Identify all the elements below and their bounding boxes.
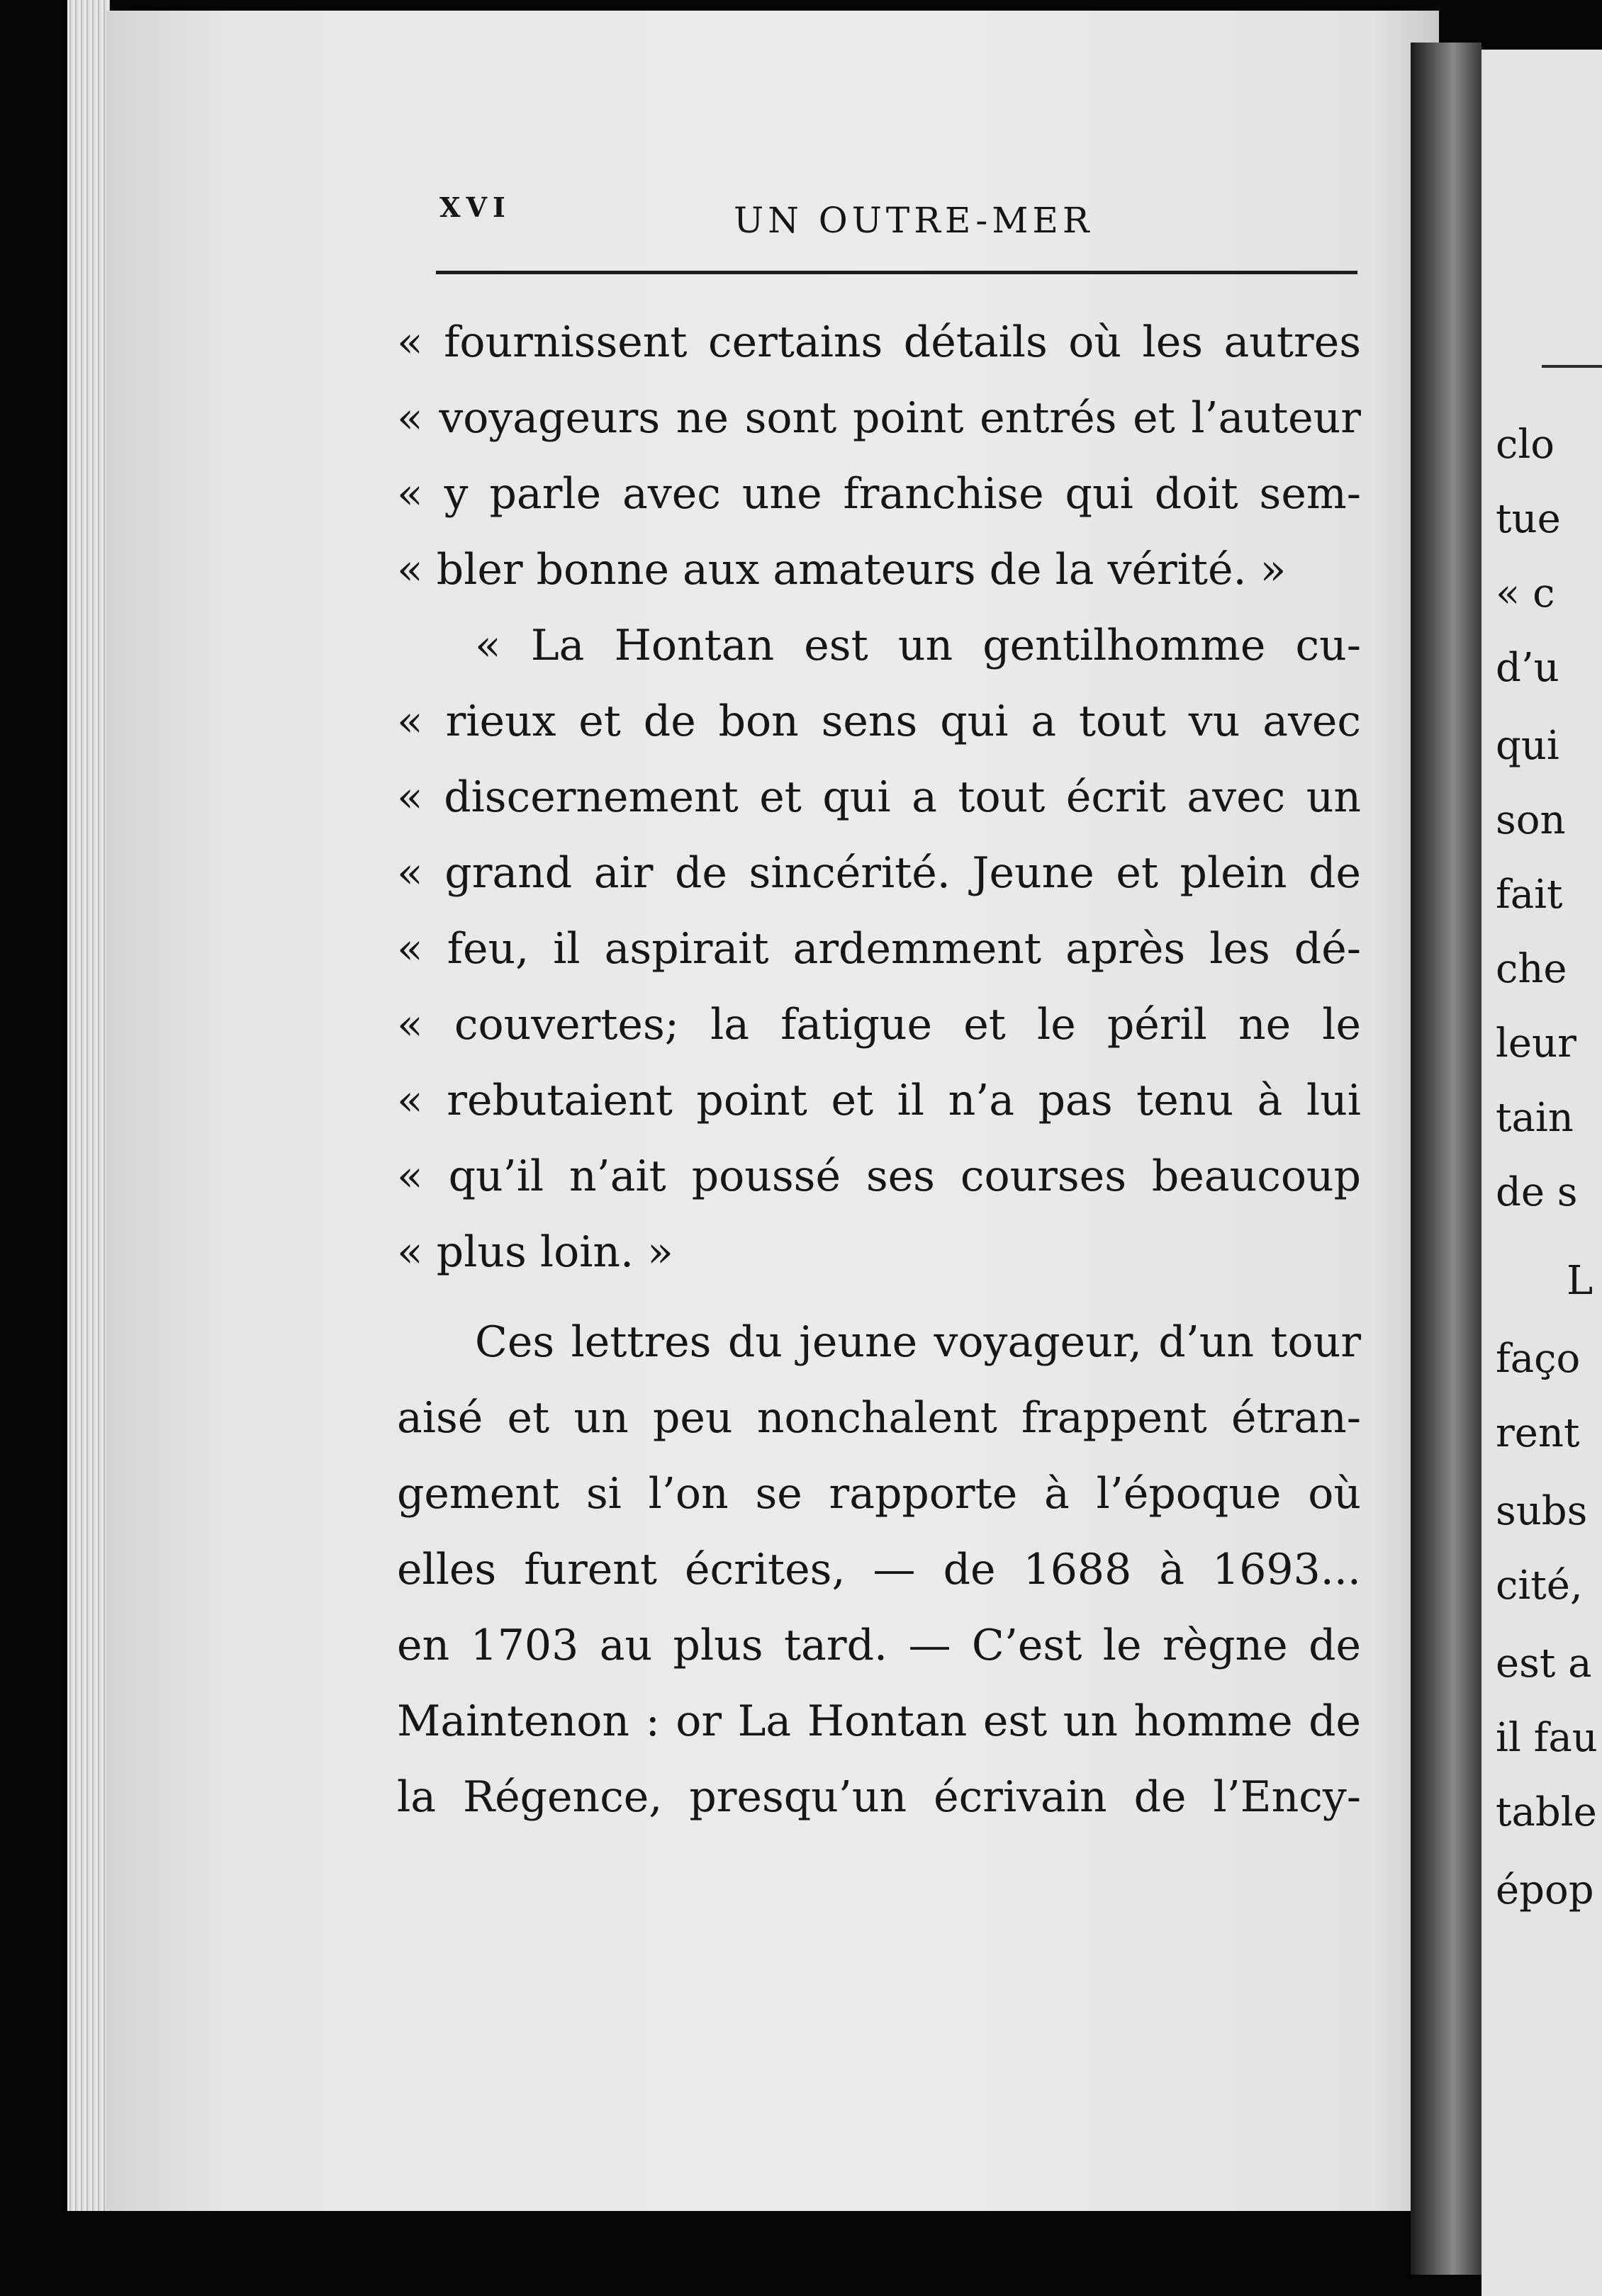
text-line: « discernement et qui a tout écrit avec un	[397, 772, 1361, 822]
facing-page-fragment: est a	[1496, 1641, 1592, 1687]
facing-page-rule	[1542, 365, 1602, 368]
text-line: « plus loin. »	[397, 1227, 673, 1277]
page-number: XVI	[439, 191, 511, 223]
facing-page-fragment: L	[1567, 1258, 1593, 1304]
facing-page-fragment: leur	[1496, 1020, 1576, 1067]
text-line: Maintenon : or La Hontan est un homme de	[397, 1696, 1361, 1746]
text-line: « qu’il n’ait poussé ses courses beaucoup	[397, 1152, 1361, 1201]
facing-page-fragment: cité,	[1496, 1563, 1583, 1609]
text-line: « La Hontan est un gentilhomme cu-	[475, 621, 1361, 670]
text-line: « y parle avec une franchise qui doit sem-	[397, 469, 1361, 519]
facing-page-fragment: clo	[1496, 422, 1555, 468]
facing-page-fragment: tue	[1496, 496, 1561, 542]
book-page-edges	[67, 0, 110, 2211]
text-line: aisé et un peu nonchalent frappent étran-	[397, 1393, 1361, 1443]
facing-page-fragment: son	[1496, 797, 1566, 843]
facing-page-fragment: table	[1496, 1789, 1597, 1835]
facing-page-fragment: épop	[1496, 1867, 1594, 1913]
text-line: « voyageurs ne sont point entrés et l’auteur	[397, 393, 1361, 443]
facing-page-fragment: rent	[1496, 1410, 1580, 1456]
text-line: « bler bonne aux amateurs de la vérité. »	[397, 545, 1287, 595]
text-line: « fournissent certains détails où les autres	[397, 317, 1361, 367]
header-rule	[436, 271, 1357, 274]
facing-page-fragment: qui	[1496, 723, 1559, 769]
body-text	[397, 305, 1361, 1835]
facing-page-fragment: subs	[1496, 1488, 1588, 1534]
facing-page	[1481, 50, 1602, 2296]
facing-page-fragment: « c	[1496, 570, 1555, 617]
facing-page-fragment: faço	[1496, 1336, 1581, 1382]
text-line: « couvertes; la fatigue et le péril ne le	[397, 1000, 1361, 1049]
text-line: en 1703 au plus tard. — C’est le règne de	[397, 1621, 1361, 1670]
running-head: UN OUTRE-MER	[734, 200, 1094, 241]
facing-page-fragment: fait	[1496, 872, 1563, 918]
facing-page-fragment: d’u	[1496, 645, 1559, 691]
facing-page-fragment: il fau	[1496, 1715, 1598, 1761]
text-line: gement si l’on se rapporte à l’époque où	[397, 1469, 1361, 1519]
facing-page-fragment: che	[1496, 946, 1567, 992]
text-line: « grand air de sincérité. Jeune et plein de	[397, 848, 1361, 898]
text-line: Ces lettres du jeune voyageur, d’un tour	[475, 1317, 1361, 1367]
text-line: « feu, il aspirait ardemment après les dé-	[397, 924, 1361, 974]
text-line: la Régence, presqu’un écrivain de l’Ency-	[397, 1772, 1361, 1822]
text-line: « rieux et de bon sens qui a tout vu avec	[397, 697, 1361, 746]
facing-page-fragment: tain	[1496, 1095, 1574, 1141]
text-line: « rebutaient point et il n’a pas tenu à lui	[397, 1076, 1361, 1125]
facing-page-fragment: de s	[1496, 1169, 1578, 1215]
book-gutter	[1411, 43, 1481, 2275]
text-line: elles furent écrites, — de 1688 à 1693...	[397, 1545, 1361, 1594]
